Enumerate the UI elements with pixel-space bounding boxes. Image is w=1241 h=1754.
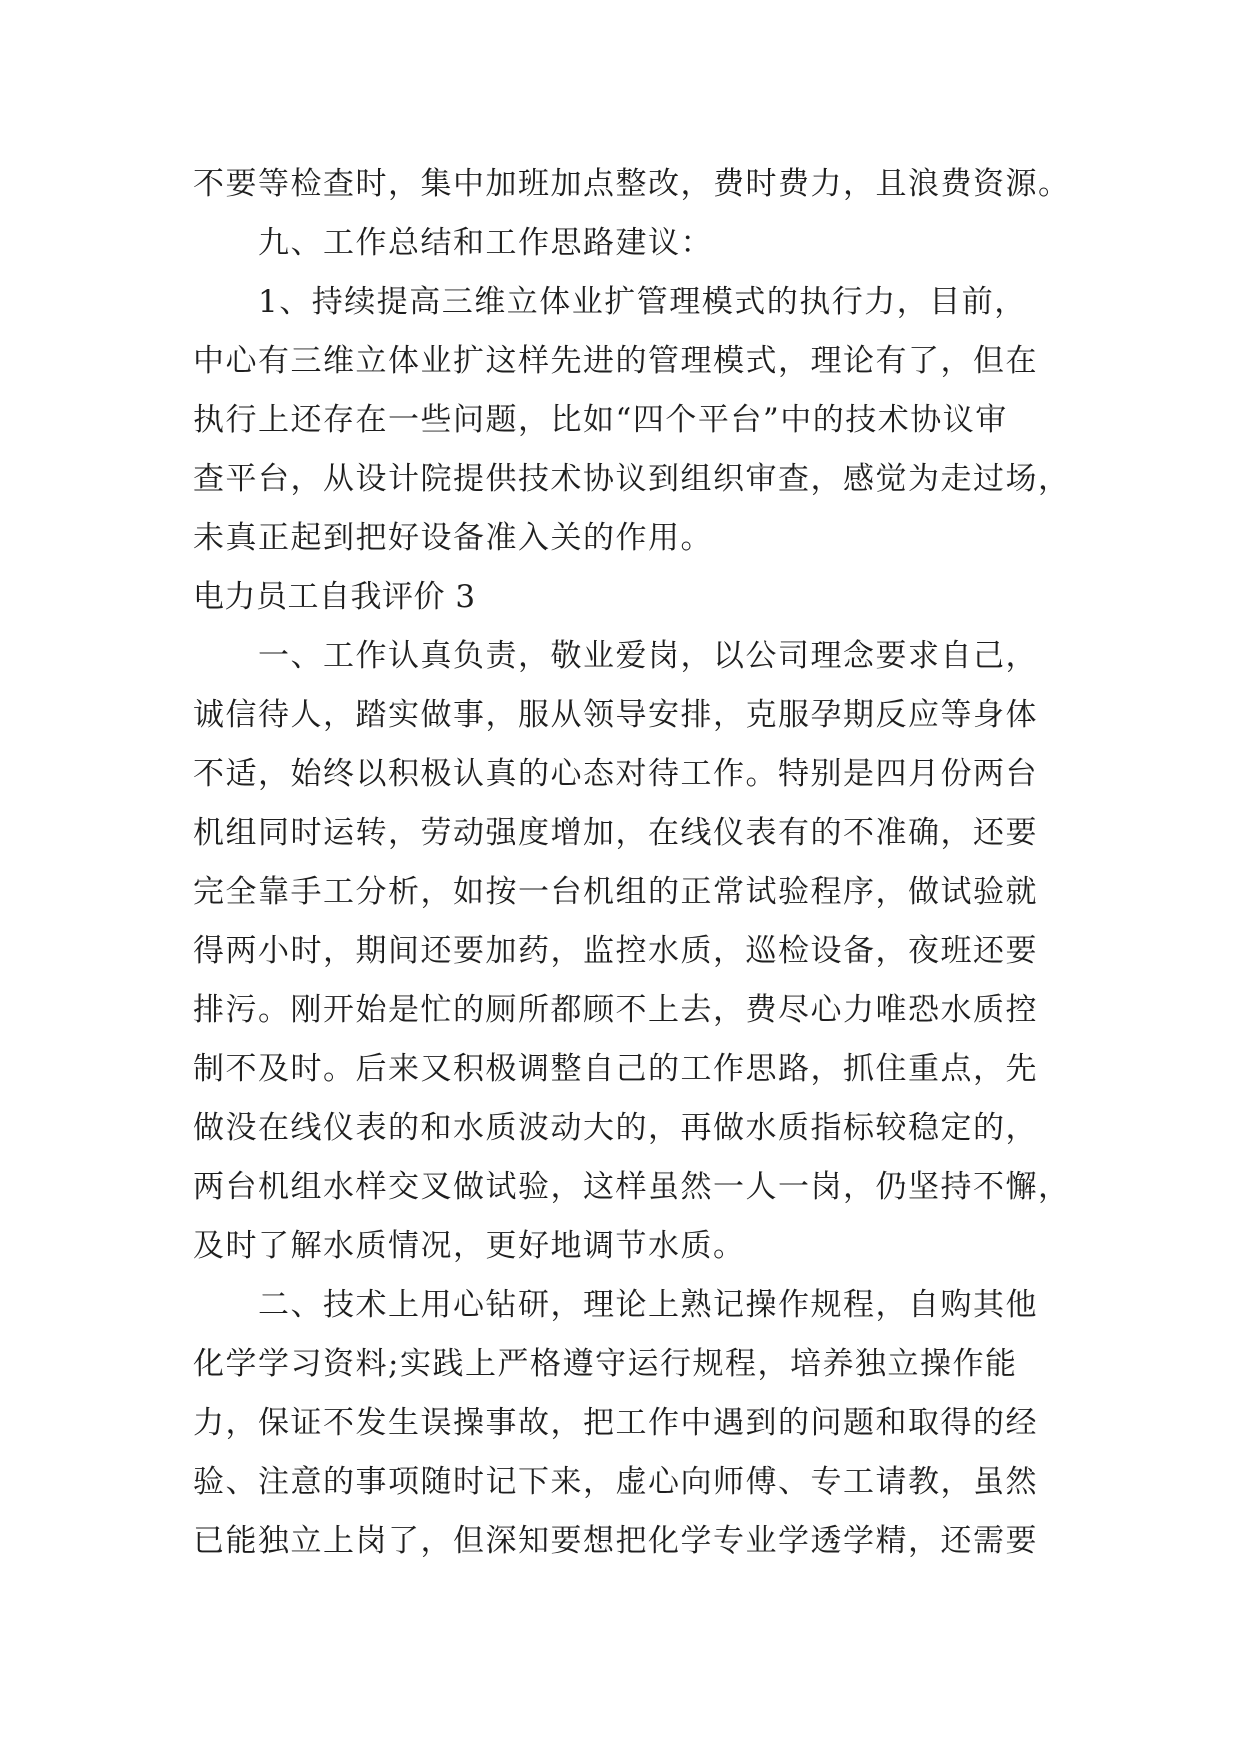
text-line: 执行上还存在一些问题，比如“四个平台”中的技术协议审 [193,402,1008,438]
text-line: 力，保证不发生误操事故，把工作中遇到的问题和取得的经 [193,1405,1038,1441]
text-line: 化学学习资料;实践上严格遵守运行规程，培养独立操作能 [193,1346,1018,1382]
text-line: 得两小时，期间还要加药，监控水质，巡检设备，夜班还要 [193,933,1038,969]
text-line: 两台机组水样交叉做试验，这样虽然一人一岗，仍坚持不懈， [193,1169,1071,1205]
text-line: 1、持续提高三维立体业扩管理模式的执行力，目前， [193,284,1027,320]
text-line: 未真正起到把好设备准入关的作用。 [193,520,713,556]
text-line: 不适，始终以积极认真的心态对待工作。特别是四月份两台 [193,756,1038,792]
text-line: 排污。刚开始是忙的厕所都顾不上去，费尽心力唯恐水质控 [193,992,1038,1028]
text-line: 诚信待人，踏实做事，服从领导安排，克服孕期反应等身体 [193,697,1038,733]
section-heading: 九、工作总结和工作思路建议： [193,225,713,261]
text-line: 不要等检查时，集中加班加点整改，费时费力，且浪费资源。 [193,166,1071,202]
text-line: 验、注意的事项随时记下来，虚心向师傅、专工请教，虽然 [193,1464,1038,1500]
text-line: 制不及时。后来又积极调整自己的工作思路，抓住重点，先 [193,1051,1038,1087]
text-line: 做没在线仪表的和水质波动大的，再做水质指标较稳定的， [193,1110,1038,1146]
text-line: 完全靠手工分析，如按一台机组的正常试验程序，做试验就 [193,874,1038,910]
text-line: 一、工作认真负责，敬业爱岗，以公司理念要求自己， [193,638,1038,674]
text-line: 及时了解水质情况，更好地调节水质。 [193,1228,746,1264]
text-line: 二、技术上用心钻研，理论上熟记操作规程，自购其他 [193,1287,1038,1323]
text-line: 机组同时运转，劳动强度增加，在线仪表有的不准确，还要 [193,815,1038,851]
document-title: 电力员工自我评价 3 [193,579,476,615]
text-line: 查平台，从设计院提供技术协议到组织审查，感觉为走过场， [193,461,1071,497]
text-line: 已能独立上岗了，但深知要想把化学专业学透学精，还需要 [193,1523,1038,1559]
text-line: 中心有三维立体业扩这样先进的管理模式，理论有了，但在 [193,343,1038,379]
document-body [193,155,1071,1571]
